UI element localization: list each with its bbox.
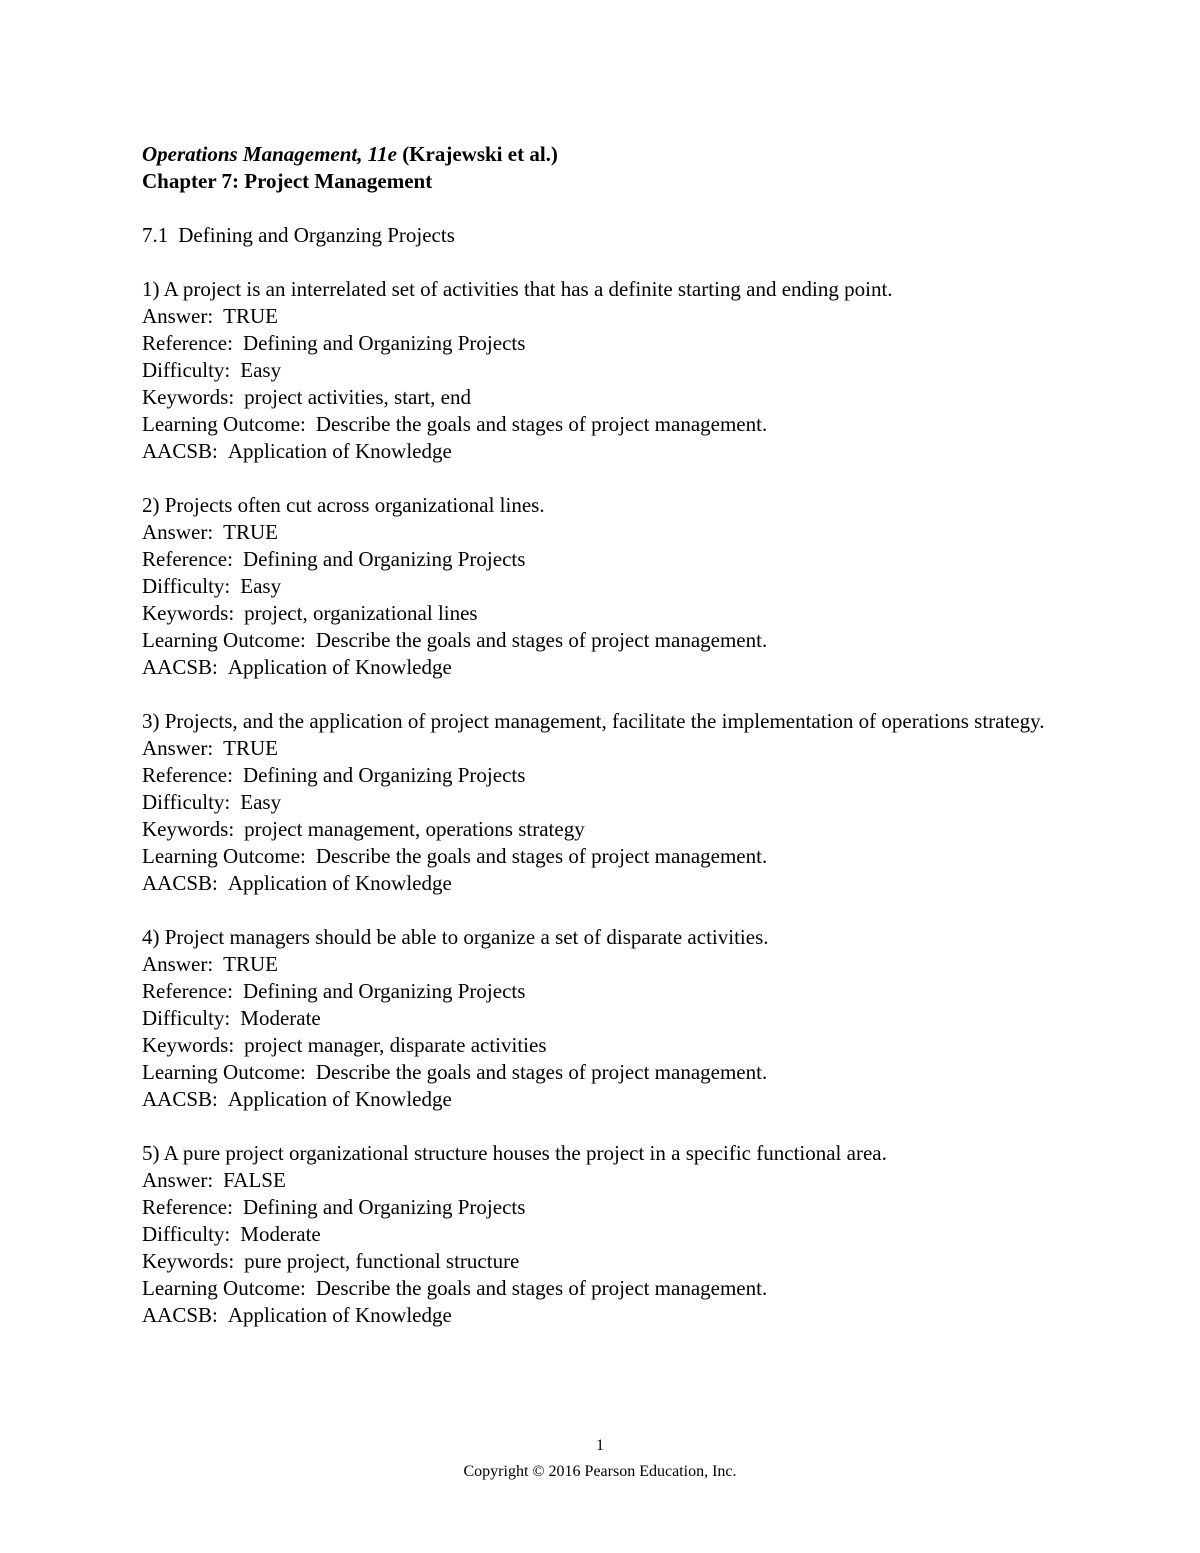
keywords-label: Keywords: <box>142 817 235 841</box>
keywords-line <box>142 1032 1062 1059</box>
answer-value: TRUE <box>223 304 278 328</box>
question-text: Projects, and the application of project management, facilitate the implementation of operations strategy. <box>164 709 1045 733</box>
answer-label: Answer: <box>142 1168 214 1192</box>
answer-value: TRUE <box>223 520 278 544</box>
answer-line <box>142 735 1062 762</box>
question-number: 1) <box>142 277 160 301</box>
learning-outcome-label: Learning Outcome: <box>142 844 306 868</box>
question-number: 3) <box>142 709 160 733</box>
keywords-line <box>142 384 1062 411</box>
reference-label: Reference: <box>142 1195 233 1219</box>
learning-outcome-line <box>142 1059 1062 1086</box>
keywords-label: Keywords: <box>142 601 235 625</box>
reference-line <box>142 546 1062 573</box>
keywords-value: project manager, disparate activities <box>244 1033 547 1057</box>
learning-outcome-value: Describe the goals and stages of project management. <box>315 412 768 436</box>
difficulty-value: Moderate <box>240 1222 321 1246</box>
reference-value: Defining and Organizing Projects <box>242 331 526 355</box>
question-block <box>142 708 1062 897</box>
question-text: Project managers should be able to organize a set of disparate activities. <box>164 925 769 949</box>
book-title: Operations Management, 11e <box>142 142 397 166</box>
question-text-line <box>142 1140 1062 1167</box>
book-authors: (Krajewski et al.) <box>402 142 558 166</box>
page-number: 1 <box>596 1437 604 1454</box>
keywords-label: Keywords: <box>142 385 235 409</box>
question-text-line <box>142 924 1062 951</box>
copyright-notice: Copyright © 2016 Pearson Education, Inc. <box>463 1463 737 1480</box>
aacsb-value: Application of Knowledge <box>227 1087 452 1111</box>
section-title: Defining and Organzing Projects <box>178 223 455 247</box>
aacsb-value: Application of Knowledge <box>227 871 452 895</box>
aacsb-value: Application of Knowledge <box>227 439 452 463</box>
learning-outcome-label: Learning Outcome: <box>142 1060 306 1084</box>
answer-line <box>142 951 1062 978</box>
book-title-line <box>142 141 1062 168</box>
difficulty-label: Difficulty: <box>142 574 231 598</box>
question-block <box>142 276 1062 465</box>
reference-line <box>142 1194 1062 1221</box>
learning-outcome-label: Learning Outcome: <box>142 628 306 652</box>
question-text: A project is an interrelated set of activities that has a definite starting and ending point. <box>163 277 893 301</box>
learning-outcome-value: Describe the goals and stages of project management. <box>315 1276 768 1300</box>
aacsb-value: Application of Knowledge <box>227 1303 452 1327</box>
page-content <box>142 141 1062 1329</box>
keywords-value: project management, operations strategy <box>244 817 585 841</box>
aacsb-line <box>142 654 1062 681</box>
reference-value: Defining and Organizing Projects <box>242 1195 526 1219</box>
difficulty-label: Difficulty: <box>142 358 231 382</box>
learning-outcome-label: Learning Outcome: <box>142 412 306 436</box>
answer-value: TRUE <box>223 736 278 760</box>
keywords-label: Keywords: <box>142 1033 235 1057</box>
difficulty-line <box>142 573 1062 600</box>
question-list <box>142 276 1062 1329</box>
aacsb-line <box>142 438 1062 465</box>
reference-line <box>142 978 1062 1005</box>
answer-value: FALSE <box>223 1168 286 1192</box>
answer-label: Answer: <box>142 520 214 544</box>
learning-outcome-line <box>142 1275 1062 1302</box>
reference-value: Defining and Organizing Projects <box>242 547 526 571</box>
question-block <box>142 1140 1062 1329</box>
difficulty-label: Difficulty: <box>142 1006 231 1030</box>
reference-value: Defining and Organizing Projects <box>242 979 526 1003</box>
answer-label: Answer: <box>142 952 214 976</box>
difficulty-label: Difficulty: <box>142 1222 231 1246</box>
learning-outcome-line <box>142 627 1062 654</box>
question-text-line <box>142 708 1062 735</box>
question-number: 2) <box>142 493 160 517</box>
chapter-title: Chapter 7: Project Management <box>142 169 433 193</box>
question-block <box>142 492 1062 681</box>
reference-label: Reference: <box>142 979 233 1003</box>
aacsb-label: AACSB: <box>142 871 218 895</box>
aacsb-label: AACSB: <box>142 655 218 679</box>
aacsb-line <box>142 1302 1062 1329</box>
section-heading <box>142 222 1062 249</box>
aacsb-label: AACSB: <box>142 439 218 463</box>
answer-line <box>142 1167 1062 1194</box>
difficulty-line <box>142 1221 1062 1248</box>
question-text-line <box>142 492 1062 519</box>
reference-value: Defining and Organizing Projects <box>242 763 526 787</box>
difficulty-value: Moderate <box>240 1006 321 1030</box>
learning-outcome-label: Learning Outcome: <box>142 1276 306 1300</box>
reference-label: Reference: <box>142 547 233 571</box>
difficulty-line <box>142 357 1062 384</box>
aacsb-label: AACSB: <box>142 1087 218 1111</box>
learning-outcome-value: Describe the goals and stages of project management. <box>315 844 768 868</box>
answer-line <box>142 303 1062 330</box>
aacsb-line <box>142 1086 1062 1113</box>
keywords-value: project activities, start, end <box>244 385 471 409</box>
aacsb-value: Application of Knowledge <box>227 655 452 679</box>
keywords-value: pure project, functional structure <box>244 1249 520 1273</box>
answer-label: Answer: <box>142 736 214 760</box>
aacsb-label: AACSB: <box>142 1303 218 1327</box>
question-block <box>142 924 1062 1113</box>
learning-outcome-line <box>142 411 1062 438</box>
learning-outcome-value: Describe the goals and stages of project management. <box>315 628 768 652</box>
reference-line <box>142 762 1062 789</box>
difficulty-line <box>142 789 1062 816</box>
reference-label: Reference: <box>142 331 233 355</box>
keywords-line <box>142 1248 1062 1275</box>
difficulty-line <box>142 1005 1062 1032</box>
answer-value: TRUE <box>223 952 278 976</box>
reference-line <box>142 330 1062 357</box>
keywords-label: Keywords: <box>142 1249 235 1273</box>
difficulty-value: Easy <box>240 358 282 382</box>
difficulty-value: Easy <box>240 574 282 598</box>
keywords-line <box>142 816 1062 843</box>
answer-line <box>142 519 1062 546</box>
difficulty-value: Easy <box>240 790 282 814</box>
keywords-line <box>142 600 1062 627</box>
aacsb-line <box>142 870 1062 897</box>
learning-outcome-line <box>142 843 1062 870</box>
difficulty-label: Difficulty: <box>142 790 231 814</box>
answer-label: Answer: <box>142 304 214 328</box>
question-number: 5) <box>142 1141 160 1165</box>
question-text: Projects often cut across organizational lines. <box>164 493 545 517</box>
learning-outcome-value: Describe the goals and stages of project management. <box>315 1060 768 1084</box>
reference-label: Reference: <box>142 763 233 787</box>
section-number: 7.1 <box>142 223 169 247</box>
question-number: 4) <box>142 925 160 949</box>
question-text-line <box>142 276 1062 303</box>
keywords-value: project, organizational lines <box>244 601 478 625</box>
question-text: A pure project organizational structure houses the project in a specific functional area. <box>163 1141 887 1165</box>
